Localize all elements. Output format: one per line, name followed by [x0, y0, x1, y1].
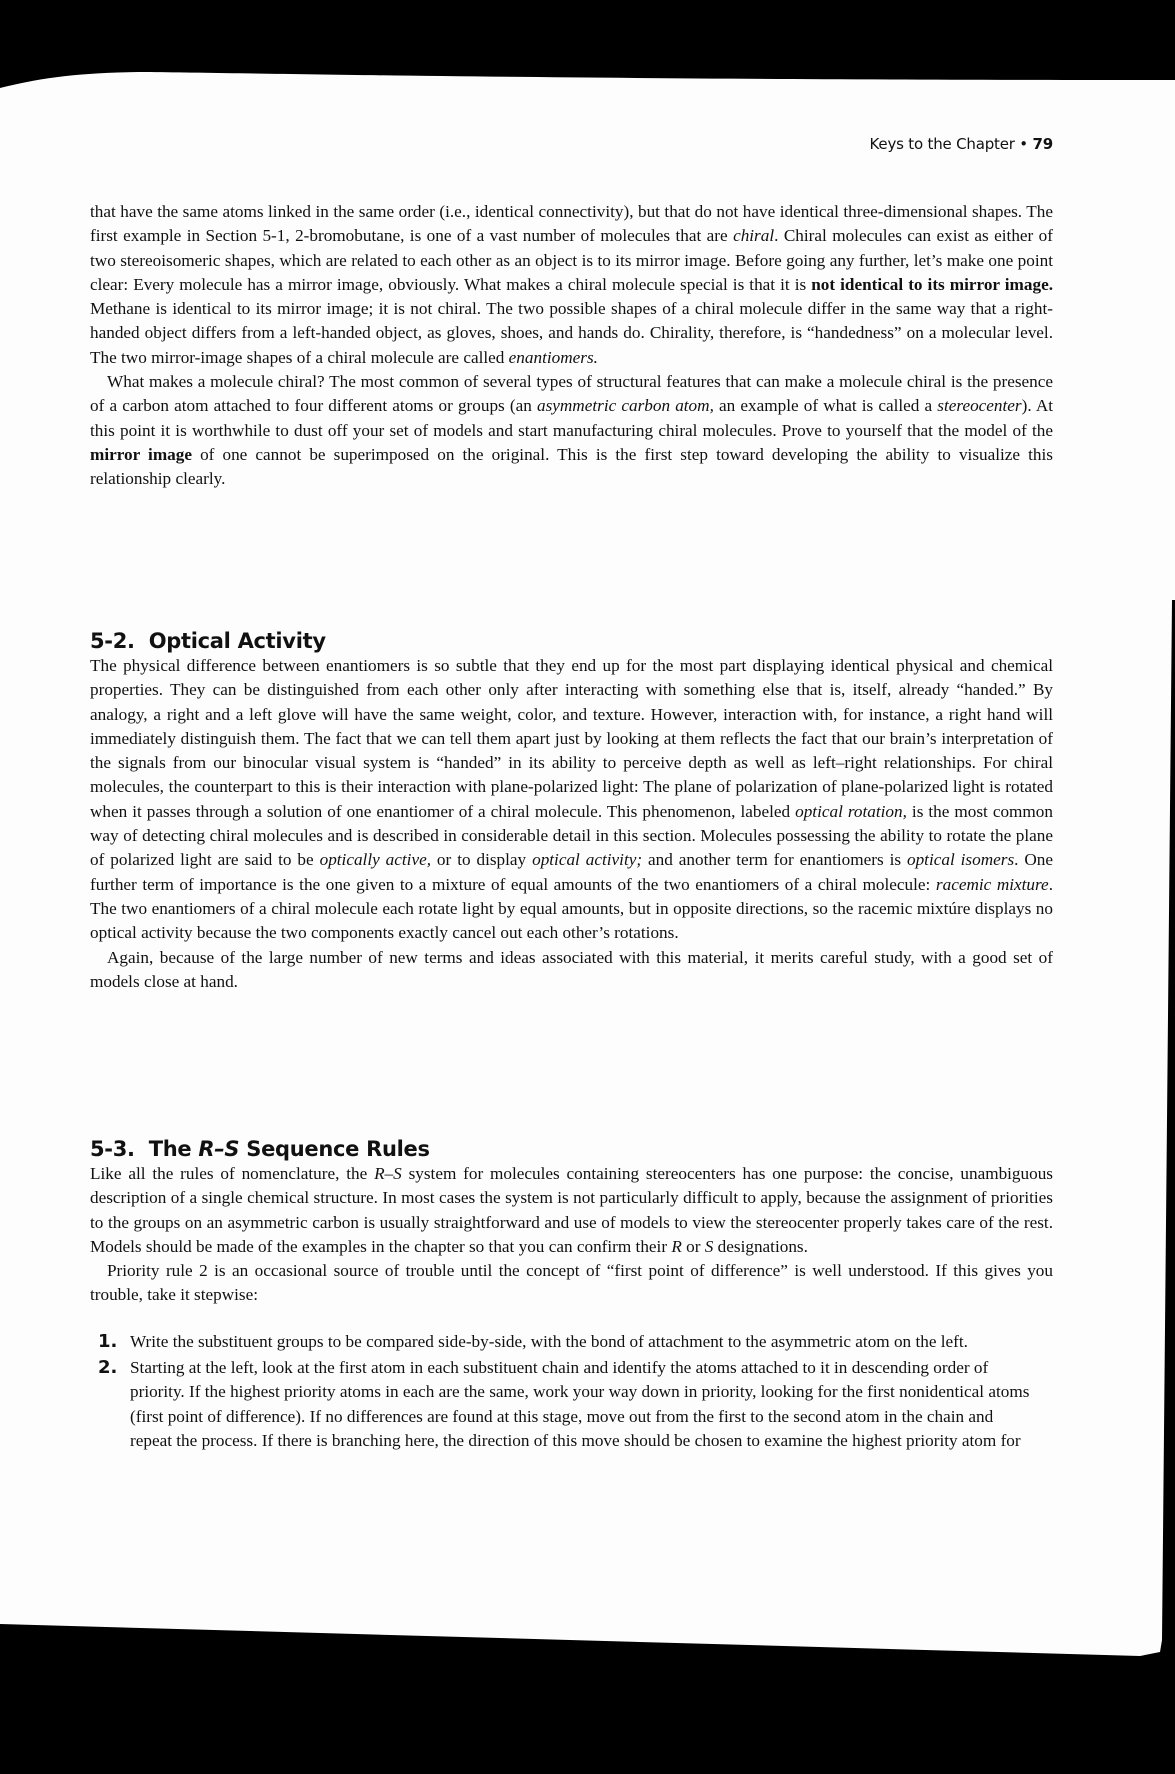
- emphasis-italic: asymmetric carbon atom,: [536, 396, 714, 416]
- text-run: an example of what is called a: [713, 396, 938, 416]
- text-run: designations.: [713, 1236, 808, 1256]
- emphasis-italic: stereocenter: [937, 396, 1022, 416]
- section-title-em: R–S: [198, 1137, 240, 1161]
- intro-paragraph-2: [90, 370, 1053, 491]
- step-number: 1.: [98, 1330, 118, 1352]
- text-run: What makes a molecule chiral? The most common of several types of structural features that can make a molecule chiral is the presence of a carbon atom attached to four different atoms or groups (an: [90, 372, 1053, 416]
- section-heading-5-3: [90, 1136, 1053, 1162]
- section-5-2: [90, 628, 1053, 994]
- emphasis-italic: optical rotation,: [795, 801, 907, 821]
- emphasis-italic: R–S: [374, 1164, 402, 1183]
- page-number: 79: [1032, 135, 1053, 153]
- emphasis-italic: chiral: [733, 226, 775, 246]
- text-run: Methane is identical to its mirror image; it is not chiral. The two possible shapes of a chiral molecule differ in the same way that a right-handed object differs from a left-handed object, as gloves, shoes, and hands do. Chirality, therefore, is “handedness” on a molecular level. The two mirror-image shapes of a chiral molecule are called: [90, 299, 1053, 367]
- intro-block: [90, 200, 1053, 492]
- text-run: and another term for enantiomers is: [642, 850, 907, 870]
- text-run: . The two enantiomers of a chiral molecule each rotate light by equal amounts, but in opposite directions, so the racemic mixtúre displays no optical activity because the two components exactly cancel out each other’s rotations.: [90, 874, 1053, 943]
- step-item: [90, 1356, 1053, 1453]
- emphasis-italic: R: [671, 1236, 682, 1256]
- text-run: system for molecules containing stereocenters has one purpose: the concise, unambiguous description of a single chemical structure. In most cases the system is not particularly difficult to apply, because the assignment of priorities to the groups on an asymmetric carbon is usually straightforward and use of models to view the stereocenter properly takes care of the rest. Models should be made of the examples in the chapter so that you can confirm their: [90, 1164, 1053, 1256]
- text-run: of one cannot be superimposed on the original. This is the first step toward developing the ability to visualize this relationship clearly.: [90, 444, 1053, 489]
- emphasis-italic: S: [704, 1236, 714, 1256]
- section-title-pre: The: [148, 1137, 199, 1161]
- emphasis-bold: mirror image: [90, 444, 192, 464]
- step-number: 2.: [98, 1357, 118, 1379]
- text-run: ). At this point it is worthwhile to dust off your set of models and start manufacturing chiral molecules. Prove to yourself that the model of the: [90, 396, 1054, 440]
- section-5-3-paragraph-1: [90, 1162, 1053, 1259]
- section-number: 5-2.: [90, 629, 135, 653]
- running-head-title: Keys to the Chapter: [869, 135, 1015, 153]
- step-text: Write the substituent groups to be compared side-by-side, with the bond of attachment to the asymmetric atom on the left.: [130, 1331, 968, 1351]
- running-head: [870, 135, 1053, 153]
- text-run: or: [681, 1236, 705, 1256]
- emphasis-bold: not identical to its mirror image.: [811, 274, 1053, 294]
- text-run: that have the same atoms linked in the same order (i.e., identical connectivity), but that do not have identical three-dimensional shapes. The first example in Section 5-1, 2-bromobutane, is one of a vast number of molecules that are: [90, 202, 1053, 246]
- section-5-3-paragraph-2: Priority rule 2 is an occasional source of trouble until the concept of “first point of difference” is well understood. If this gives you trouble, take it stepwise:: [90, 1261, 1053, 1305]
- text-run: is the most common way of detecting chiral molecules and is described in considerable detail in this section. Molecules possessing the ability to rotate the plane of polarized light are said to be: [90, 801, 1053, 870]
- step-item: [90, 1330, 1053, 1354]
- emphasis-italic: optical activity;: [532, 850, 643, 870]
- text-run: . One further term of importance is the one given to a mixture of equal amounts of the two enantiomers of a chiral molecule:: [90, 850, 1054, 894]
- section-5-2-paragraph-2: Again, because of the large number of new terms and ideas associated with this material, it merits careful study, with a good set of models close at hand.: [90, 947, 1053, 991]
- emphasis-italic: enantiomers.: [508, 347, 598, 367]
- text-run: The physical difference between enantiomers is so subtle that they end up for the most part displaying identical physical and chemical properties. They can be distinguished from each other only after interacting with something else that is, itself, already “handed.” By analogy, a right and a left glove will have the same weight, color, and texture. However, interaction with, for instance, a right hand will immediately distinguish them. The fact that we can tell them apart just by looking at them reflects the fact that our brain’s interpretation of the signals from our binocular visual system is “handed” in its ability to perceive depth as well as left–right relationships. For chiral molecules, the counterpart to this is their interaction with plane-polarized light: The plane of polarization of plane-polarized light is rotated when it passes through a solution of one enantiomer of a chiral molecule. This phenomenon, labeled: [90, 656, 1053, 821]
- intro-paragraph-1: [90, 200, 1053, 370]
- step-text: Starting at the left, look at the first atom in each substituent chain and identify the atoms attached to it in descending order of priority. If the highest priority atoms in each are the same, work your way down in priority, looking for the first nonidentical atoms (first point of difference). If no differences are found at this stage, move out from the first to the second atom in the chain and repeat the process. If there is branching here, the direction of this move should be chosen to examine the highest priority atom for: [130, 1358, 1030, 1450]
- section-heading-5-2: [90, 628, 1053, 654]
- section-title: Optical Activity: [148, 629, 326, 653]
- text-run: . Chiral molecules can exist as either of two stereoisomeric shapes, which are related to each other as an object is to its mirror image. Before going any further, let’s make one point clear: Every molecule has a mirror image, obviously. What makes a chiral molecule special is that it is: [90, 226, 1053, 294]
- section-title-post: Sequence Rules: [239, 1137, 430, 1161]
- section-5-2-paragraph-1: [90, 654, 1053, 946]
- emphasis-italic: optically active,: [319, 850, 431, 870]
- steps-list: [90, 1330, 1053, 1453]
- text-run: or to display: [431, 850, 533, 870]
- emphasis-italic: racemic mixture: [935, 874, 1049, 894]
- running-head-separator: •: [1019, 135, 1028, 153]
- emphasis-italic: optical isomers: [906, 850, 1015, 870]
- section-5-3: [90, 1136, 1053, 1455]
- text-run: Like all the rules of nomenclature, the: [90, 1164, 375, 1183]
- section-number: 5-3.: [90, 1137, 135, 1161]
